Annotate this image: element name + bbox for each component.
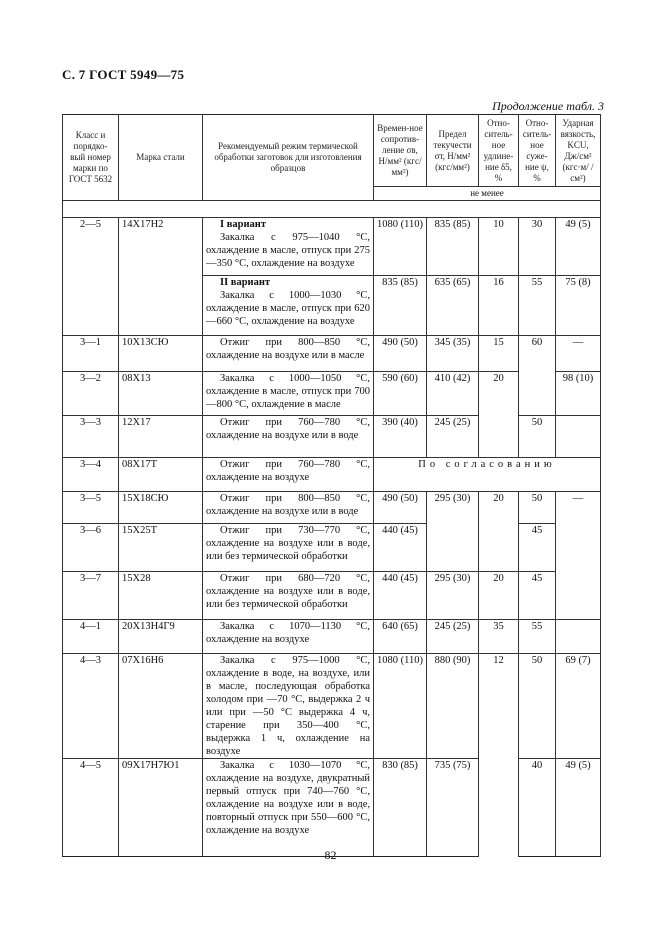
heat-treatment-table	[62, 114, 601, 857]
elongation-cell: 10	[479, 218, 519, 276]
contraction-cell: 45	[519, 572, 556, 620]
contraction-cell: 45	[519, 524, 556, 572]
col-header-regime: Рекомендуемый режим термической обработки заготовок для изготовления образцов	[203, 115, 374, 201]
table-row	[63, 492, 601, 524]
tensile-cell: 590 (60)	[374, 372, 427, 416]
impact-cell: 49 (5)	[556, 759, 601, 857]
yield-cell: 835 (85)	[427, 218, 479, 276]
yield-cell: 410 (42)	[427, 372, 479, 416]
col-header-elongation: Отно-ситель-ное удлине-ние δ5, %	[479, 115, 519, 187]
contraction-cell: 40	[519, 759, 556, 857]
contraction-cell: 50	[519, 492, 556, 524]
impact-cell	[556, 416, 601, 458]
impact-cell: —	[556, 336, 601, 372]
contraction-cell: 55	[519, 620, 556, 654]
class-cell: 3—4	[63, 458, 119, 492]
col-header-yield: Предел текучести σт, Н/мм² (кгс/мм²)	[427, 115, 479, 187]
regime-text: Закалка с 975—1000 °С, охлаждение в воде, на воздухе, или в масле, последующая обработка холодом при —70 °С, выдержка 2 ч или при —50 °С выдержка 4 ч, старение при 350—400 °С, выдержка 1 ч, охлаждение на воздухе	[206, 655, 370, 757]
contraction-cell: 50	[519, 654, 556, 759]
yield-cell: 345 (35)	[427, 336, 479, 372]
yield-cell: 295 (30)	[427, 572, 479, 620]
table-row	[63, 416, 601, 458]
tensile-cell: 440 (45)	[374, 572, 427, 620]
impact-cell: 69 (7)	[556, 654, 601, 759]
yield-cell: 245 (25)	[427, 620, 479, 654]
regime-cell	[203, 759, 374, 857]
contraction-cell: 60	[519, 336, 556, 416]
steel-cell: 14Х17Н2	[119, 218, 203, 336]
class-cell: 3—1	[63, 336, 119, 372]
col-header-tensile: Времен-ное сопротив-ление σв, Н/мм² (кгс/мм²)	[374, 115, 427, 187]
page-number: 82	[324, 848, 337, 862]
steel-cell: 08Х13	[119, 372, 203, 416]
class-cell: 3—7	[63, 572, 119, 620]
elongation-cell: 15	[479, 336, 519, 372]
class-cell: 4—3	[63, 654, 119, 759]
impact-cell: 49 (5)	[556, 218, 601, 276]
contraction-cell: 50	[519, 416, 556, 458]
yield-cell: 635 (65)	[427, 276, 479, 336]
regime-cell	[203, 492, 374, 524]
tensile-cell: 440 (45)	[374, 524, 427, 572]
variant-title: II вариант	[220, 277, 271, 288]
steel-cell: 08Х17Т	[119, 458, 203, 492]
agreement-cell: По согласованию	[374, 458, 601, 492]
table-row	[63, 524, 601, 572]
col-header-class: Класс и порядко-вый номер марки по ГОСТ 5632	[63, 115, 119, 201]
yield-cell: 735 (75)	[427, 759, 479, 857]
regime-text: Отжиг при 730—770 °С, охлаждение на воздухе или в воде, или без термической обработки	[206, 525, 370, 562]
class-cell: 4—1	[63, 620, 119, 654]
table-row	[63, 620, 601, 654]
yield-cell: 880 (90)	[427, 654, 479, 759]
tensile-cell: 1080 (110)	[374, 654, 427, 759]
col-header-steel: Марка стали	[119, 115, 203, 201]
elongation-cell: 12	[479, 654, 519, 857]
variant-text: Закалка с 1000—1030 °С, охлаждение в масле, отпуск при 620—660 °С, охлаждение на воздухе	[206, 290, 370, 327]
regime-cell	[203, 572, 374, 620]
class-cell: 3—5	[63, 492, 119, 524]
contraction-cell: 55	[519, 276, 556, 336]
regime-text: Отжиг при 760—780 °С, охлаждение на воздухе или в воде	[206, 417, 370, 441]
page-header: С. 7 ГОСТ 5949—75	[62, 67, 185, 82]
table-row	[63, 458, 601, 492]
regime-cell	[203, 524, 374, 572]
class-cell: 3—3	[63, 416, 119, 458]
elongation-cell: 16	[479, 276, 519, 336]
regime-text: Отжиг при 680—720 °С, охлаждение на воздухе или в воде, или без термической обработки	[206, 573, 370, 610]
continuation-label: Продолжение табл. 3	[492, 99, 604, 113]
steel-cell: 20Х13Н4Г9	[119, 620, 203, 654]
regime-cell	[203, 654, 374, 759]
tensile-cell: 640 (65)	[374, 620, 427, 654]
elongation-cell: 20	[479, 492, 519, 572]
steel-cell: 15Х28	[119, 572, 203, 620]
impact-cell: 98 (10)	[556, 372, 601, 416]
steel-cell: 07Х16Н6	[119, 654, 203, 759]
regime-cell	[203, 276, 374, 336]
regime-cell	[203, 620, 374, 654]
table-row	[63, 218, 601, 276]
tensile-cell: 390 (40)	[374, 416, 427, 458]
regime-text: Закалка с 1070—1130 °С, охлаждение на воздухе	[206, 621, 370, 645]
contraction-cell: 30	[519, 218, 556, 276]
variant-text: Закалка с 975—1040 °С, охлаждение в масле, отпуск при 275—350 °С, охлаждение на воздухе	[206, 232, 370, 269]
class-cell: 4—5	[63, 759, 119, 857]
class-cell: 3—6	[63, 524, 119, 572]
tensile-cell: 830 (85)	[374, 759, 427, 857]
table-row	[63, 654, 601, 759]
yield-cell: 245 (25)	[427, 416, 479, 458]
steel-cell: 09Х17Н7Ю1	[119, 759, 203, 857]
regime-text: Отжиг при 760—780 °С, охлаждение на воздухе	[206, 459, 370, 483]
regime-cell	[203, 416, 374, 458]
elongation-cell: 20	[479, 372, 519, 458]
impact-cell: 75 (8)	[556, 276, 601, 336]
class-cell: 2—5	[63, 218, 119, 336]
yield-cell: 295 (30)	[427, 492, 479, 572]
impact-cell: —	[556, 492, 601, 620]
table-row	[63, 336, 601, 372]
regime-cell	[203, 458, 374, 492]
col-header-impact: Ударная вязкость, KCU, Дж/см² (кгс·м/ /см²)	[556, 115, 601, 187]
class-cell: 3—2	[63, 372, 119, 416]
tensile-cell: 835 (85)	[374, 276, 427, 336]
tensile-cell: 1080 (110)	[374, 218, 427, 276]
steel-cell: 10Х13СЮ	[119, 336, 203, 372]
spacer-row	[63, 201, 601, 218]
impact-cell	[556, 620, 601, 654]
steel-cell: 15Х18СЮ	[119, 492, 203, 524]
tensile-cell: 490 (50)	[374, 336, 427, 372]
regime-cell	[203, 218, 374, 276]
steel-cell: 12Х17	[119, 416, 203, 458]
table-row	[63, 759, 601, 857]
regime-cell	[203, 336, 374, 372]
regime-text: Закалка с 1030—1070 °С, охлаждение на воздухе, двукратный первый отпуск при 740—760 °С, охлаждение на воздухе или в воде, повторный отпуск при 550—600 °С, охлаждение на воздухе	[206, 760, 370, 836]
min-label: не менее	[374, 187, 601, 201]
col-header-contraction: Отно-ситель-ное суже-ние ψ, %	[519, 115, 556, 187]
regime-text: Отжиг при 800—850 °С, охлаждение на воздухе или в воде	[206, 493, 370, 517]
regime-text: Закалка с 1000—1050 °С, охлаждение в масле, отпуск при 700—800 °С, охлаждение в масле	[206, 373, 370, 410]
variant-title: I вариант	[220, 219, 266, 230]
regime-text: Отжиг при 800—850 °С, охлаждение на воздухе или в масле	[206, 337, 370, 361]
elongation-cell: 20	[479, 572, 519, 620]
regime-cell	[203, 372, 374, 416]
tensile-cell: 490 (50)	[374, 492, 427, 524]
steel-cell: 15Х25Т	[119, 524, 203, 572]
elongation-cell: 35	[479, 620, 519, 654]
table-row	[63, 572, 601, 620]
